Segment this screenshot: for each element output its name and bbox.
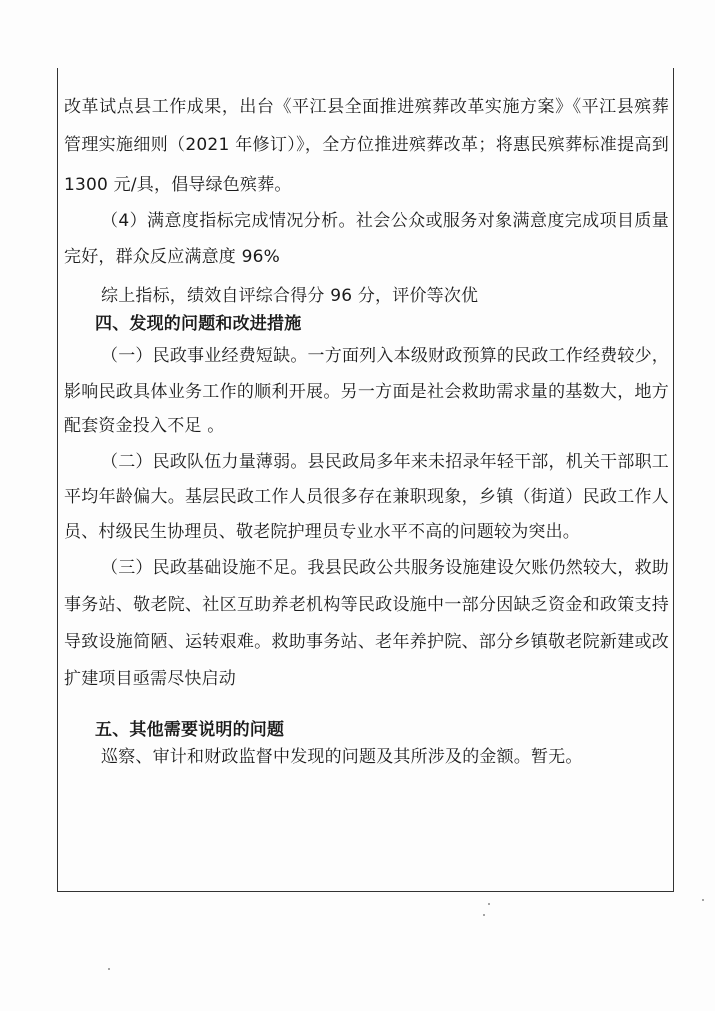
text-line-14: （三）民政基础设施不足。我县民政公共服务设施建设欠账仍然较大，救助: [101, 558, 669, 578]
summary-line: 综上指标，绩效自评综合得分 96 分，评价等次优: [101, 286, 479, 306]
text-line-10: 配套资金投入不足 。: [64, 416, 225, 436]
text-line-8: （一）民政事业经费短缺。一方面列入本级财政预算的民政工作经费较少，: [101, 346, 669, 366]
text-line-16: 导致设施简陋、运转艰难。救助事务站、老年养护院、部分乡镇敬老院新建或改: [64, 632, 669, 652]
text-line-17: 扩建项目亟需尽快启动: [64, 669, 236, 689]
scan-speck: [483, 914, 485, 916]
text-line-1: 改革试点县工作成果，出台《平江县全面推进殡葬改革实施方案》《平江县殡葬: [64, 97, 669, 117]
scan-speck: [488, 903, 490, 905]
section-heading-5: 五、其他需要说明的问题: [95, 720, 285, 740]
text-line-3: 1300 元/具，倡导绿色殡葬。: [64, 175, 292, 195]
text-line-13: 员、村级民生协理员、敬老院护理员专业水平不高的问题较为突出。: [64, 522, 580, 542]
scan-speck: [702, 899, 704, 901]
text-line-2: 管理实施细则（2021 年修订）》，全方位推进殡葬改革；将惠民殡葬标准提高到: [64, 135, 669, 155]
text-line-19: 巡察、审计和财政监督中发现的问题及其所涉及的金额。暂无。: [101, 747, 583, 767]
text-line-12: 平均年龄偏大。基层民政工作人员很多存在兼职现象，乡镇（街道）民政工作人: [64, 487, 669, 507]
text-line-11: （二）民政队伍力量薄弱。县民政局多年来未招录年轻干部，机关干部职工: [101, 452, 669, 472]
scan-speck: [108, 968, 110, 970]
text-line-4: （4）满意度指标完成情况分析。社会公众或服务对象满意度完成项目质量: [101, 211, 669, 231]
text-line-5: 完好，群众反应满意度 96%: [64, 247, 280, 267]
text-line-9: 影响民政具体业务工作的顺利开展。另一方面是社会救助需求量的基数大，地方: [64, 382, 669, 402]
text-line-15: 事务站、敬老院、社区互助养老机构等民政设施中一部分因缺乏资金和政策支持: [64, 595, 669, 615]
section-heading-4: 四、发现的问题和改进措施: [95, 314, 302, 334]
